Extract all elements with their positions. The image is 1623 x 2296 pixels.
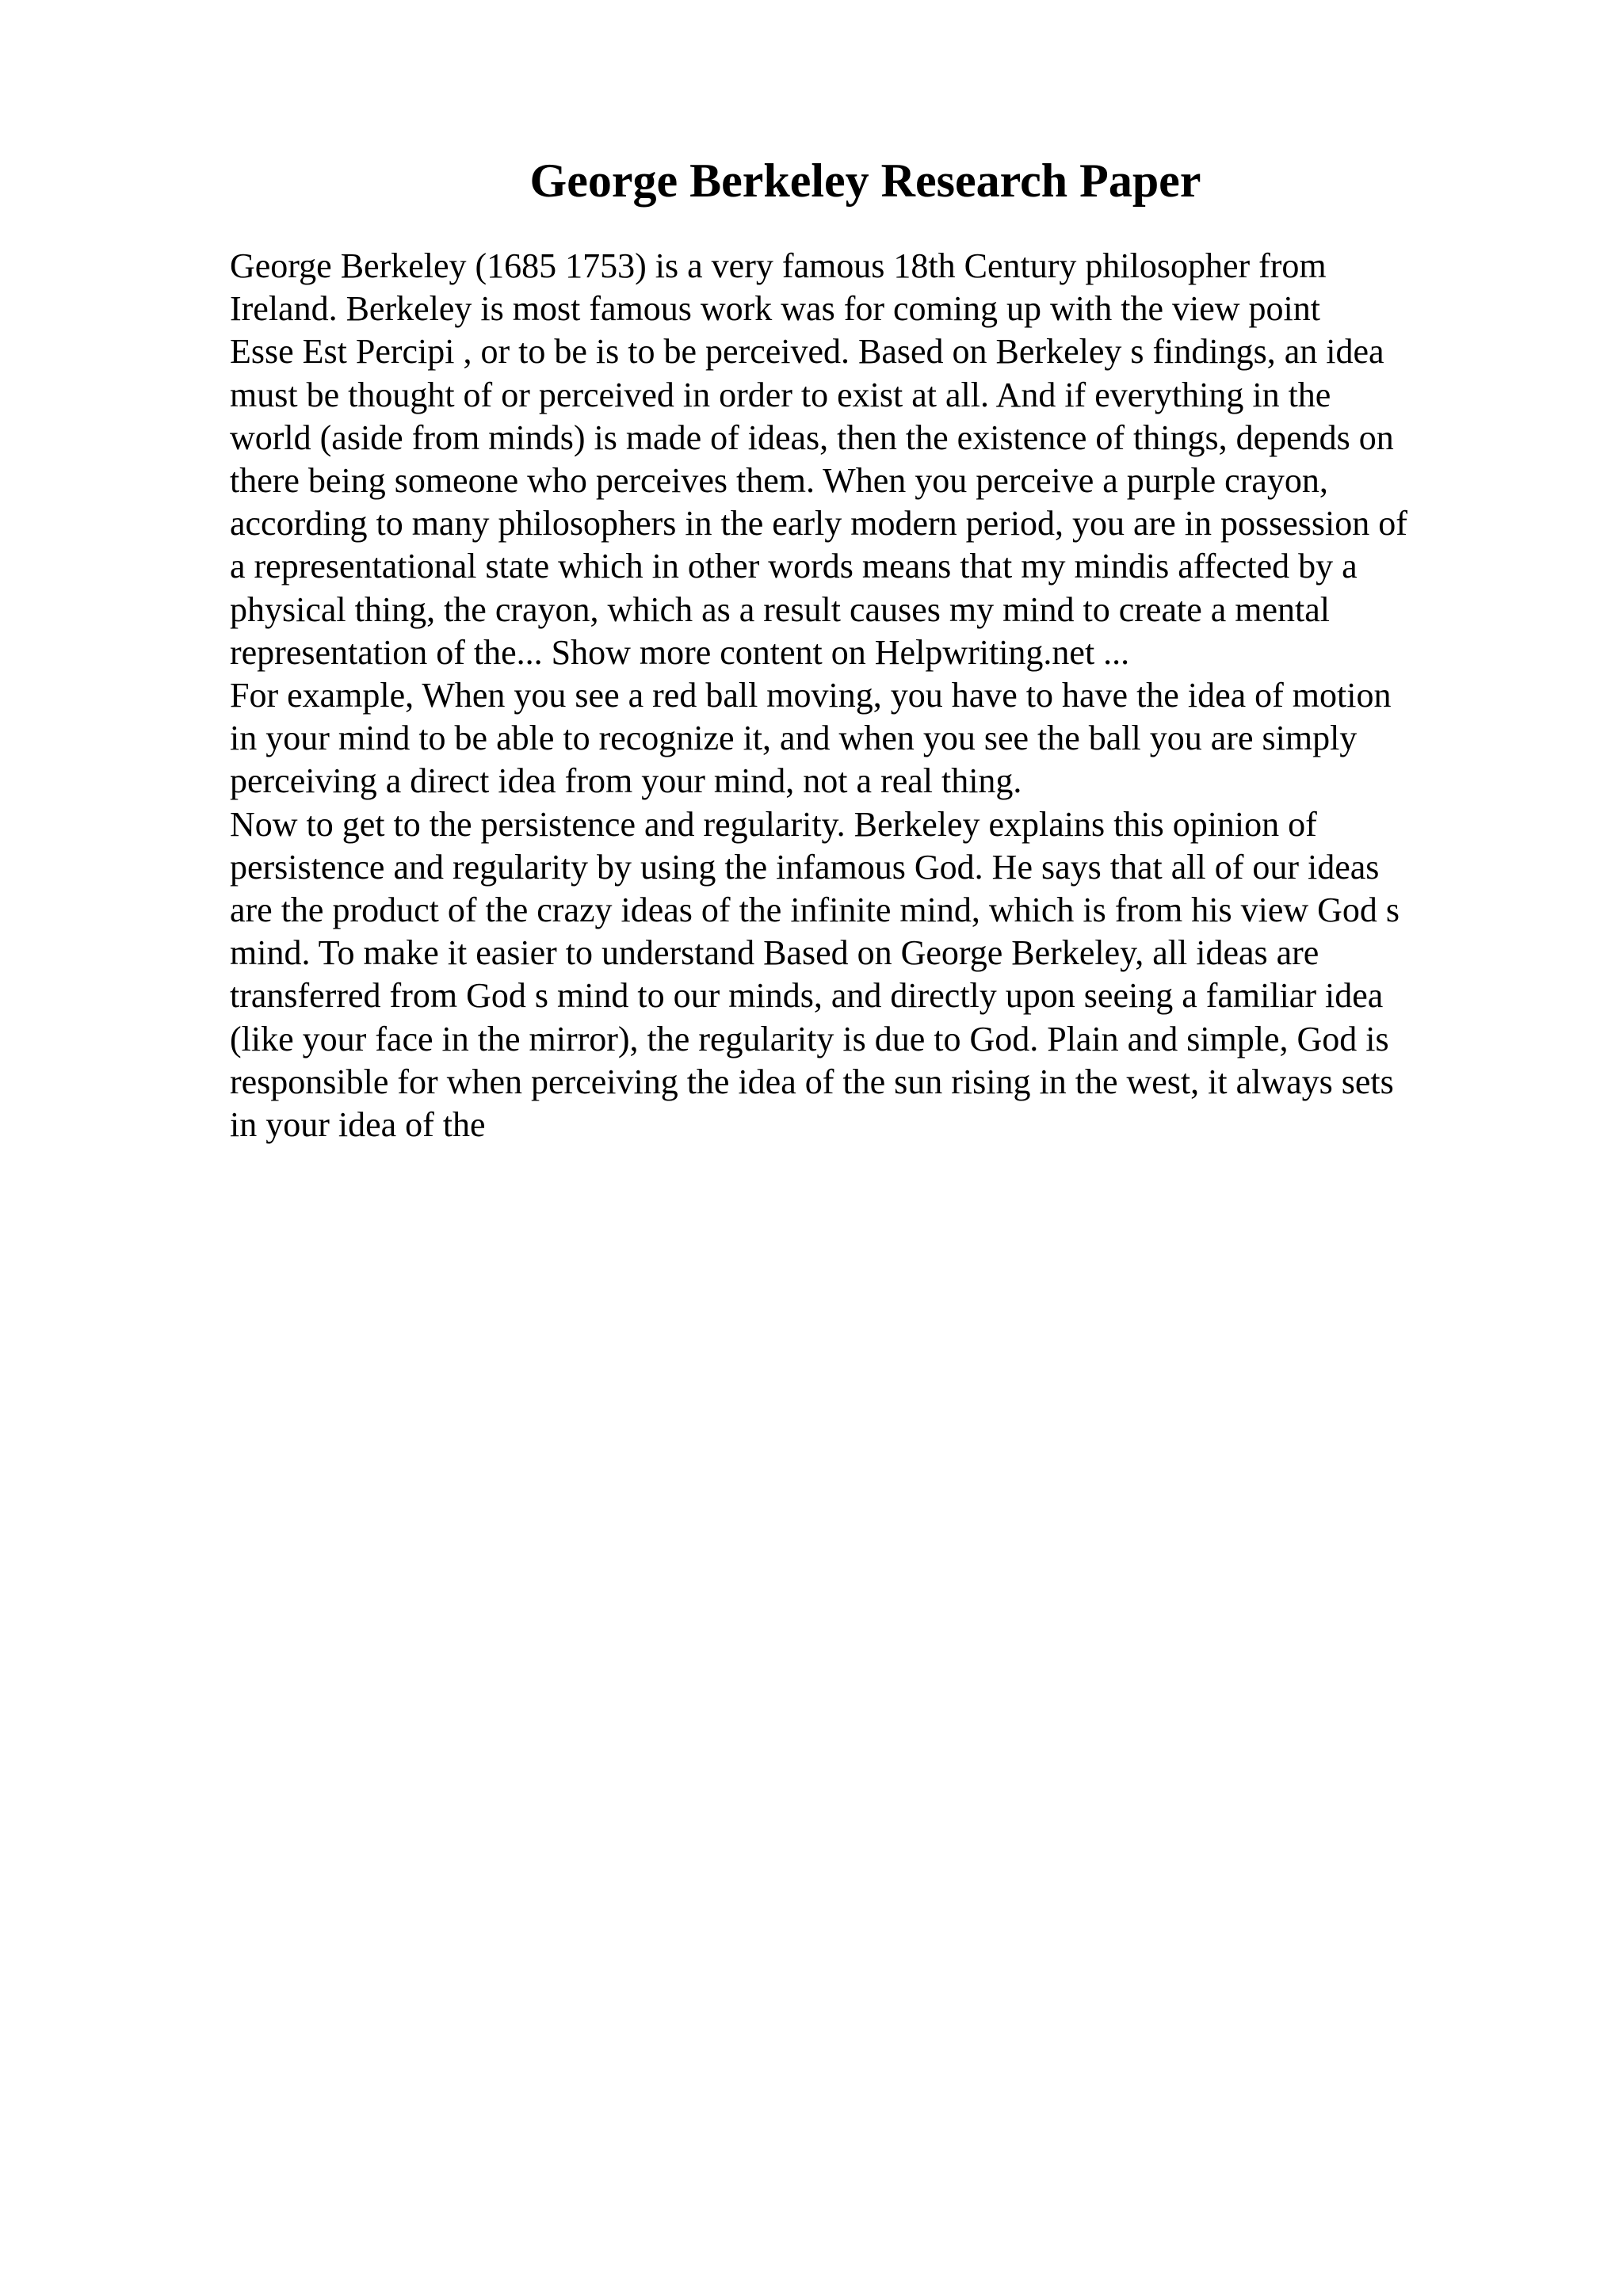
body-line: world (aside from minds) is made of ideas, then the existence of things, depends on — [230, 418, 1394, 457]
body-line: responsible for when perceiving the idea of the sun rising in the west, it always sets — [230, 1062, 1394, 1101]
body-line: there being someone who perceives them. When you perceive a purple crayon, — [230, 461, 1328, 501]
body-line: For example, When you see a red ball moving, you have to have the idea of motion — [230, 676, 1392, 715]
body-line: are the product of the crazy ideas of the infinite mind, which is from his view God s — [230, 891, 1400, 930]
body-line: (like your face in the mirror), the regularity is due to God. Plain and simple, God is — [230, 1019, 1389, 1058]
body-line: physical thing, the crayon, which as a result causes my mind to create a mental — [230, 589, 1330, 629]
document-body — [230, 245, 1498, 1146]
body-line: Now to get to the persistence and regularity. Berkeley explains this opinion of — [230, 804, 1317, 844]
body-line: representation of the... Show more content on Helpwriting.net ... — [230, 632, 1130, 672]
body-line: in your mind to be able to recognize it, and when you see the ball you are simply — [230, 719, 1358, 758]
body-line: mind. To make it easier to understand Based on George Berkeley, all ideas are — [230, 933, 1319, 973]
body-line: transferred from God s mind to our minds, and directly upon seeing a familiar idea — [230, 976, 1384, 1016]
body-line: perceiving a direct idea from your mind, not a real thing. — [230, 761, 1022, 801]
body-line: in your idea of the — [230, 1105, 486, 1145]
body-line: a representational state which in other words means that my mindis affected by a — [230, 547, 1358, 586]
body-line: must be thought of or perceived in order to exist at all. And if everything in the — [230, 375, 1331, 414]
body-line: persistence and regularity by using the infamous God. He says that all of our ideas — [230, 847, 1380, 887]
body-line: according to many philosophers in the early modern period, you are in possession of — [230, 504, 1407, 543]
document-title: George Berkeley Research Paper — [529, 154, 1201, 207]
body-line: George Berkeley (1685 1753) is a very famous 18th Century philosopher from — [230, 246, 1327, 285]
body-line: Esse Est Percipi , or to be is to be perceived. Based on Berkeley s findings, an idea — [230, 332, 1384, 372]
body-line: Ireland. Berkeley is most famous work was for coming up with the view point — [230, 289, 1320, 329]
